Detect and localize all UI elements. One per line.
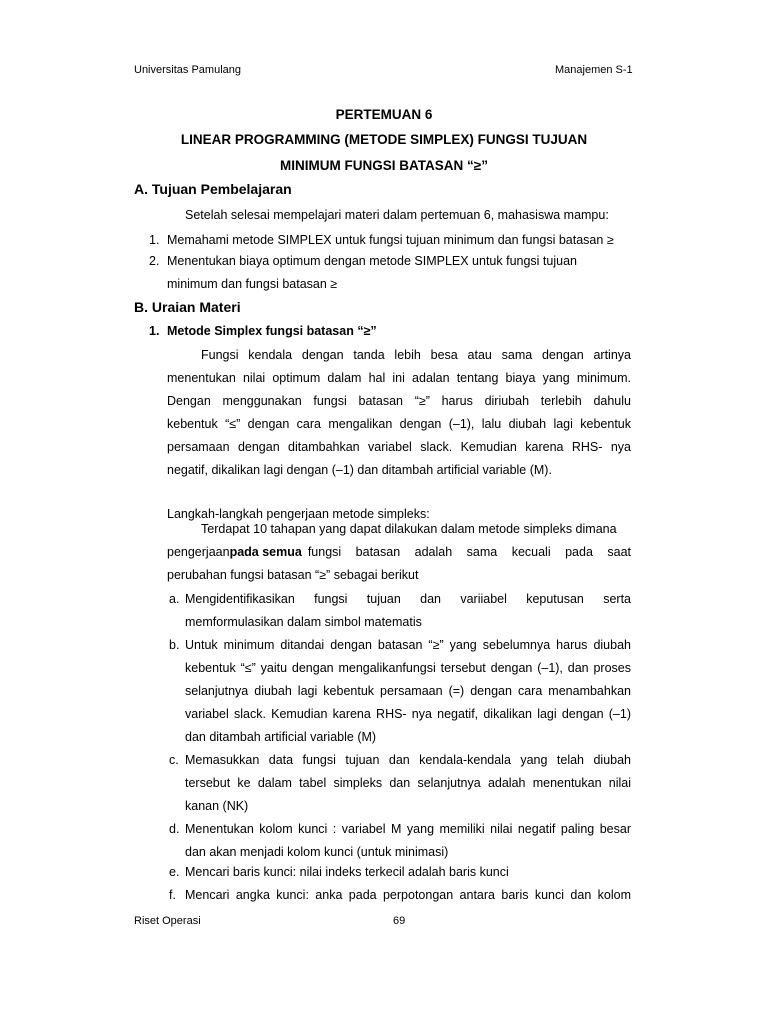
step-d-line-2: dan akan menjadi kolom kunci (untuk minimasi) bbox=[185, 845, 449, 859]
step-f-line-1: Mencari angka kunci: anka pada perpotongan antara baris kunci dan kolom bbox=[185, 888, 631, 902]
header-left: Universitas Pamulang bbox=[134, 64, 241, 76]
title-line-3: MINIMUM FUNGSI BATASAN “≥” bbox=[280, 158, 488, 173]
steps-para-line-2-bold: pada semua bbox=[229, 545, 302, 559]
subsection-1-para-line-3: Dengan menggunakan fungsi batasan “≥” harus diriubah terlebih dahulu bbox=[167, 394, 631, 408]
step-c-line-3: kanan (NK) bbox=[185, 799, 249, 813]
section-b-heading: B. Uraian Materi bbox=[134, 299, 241, 315]
step-a-label: a. bbox=[169, 592, 180, 606]
page-number: 69 bbox=[393, 915, 406, 927]
subsection-1-number: 1. bbox=[149, 324, 160, 338]
subsection-1-para-line-5: persamaan dengan ditambahkan variabel slack. Kemudian karena RHS- nya bbox=[167, 440, 631, 454]
step-b-line-5: dan ditambah artificial variable (M) bbox=[185, 730, 377, 744]
step-b-line-3: selanjutnya diubah lagi kebentuk persamaan (=) dengan cara menambahkan bbox=[185, 684, 631, 698]
step-e-line-1: Mencari baris kunci: nilai indeks terkecil adalah baris kunci bbox=[185, 865, 509, 879]
steps-para-line-1: Terdapat 10 tahapan yang dapat dilakukan dalam metode simpleks dimana bbox=[201, 522, 617, 536]
section-a-intro: Setelah selesai mempelajari materi dalam pertemuan 6, mahasiswa mampu: bbox=[185, 208, 609, 222]
footer-left: Riset Operasi bbox=[134, 915, 201, 927]
step-a-line-2: memformulasikan dalam simbol matematis bbox=[185, 615, 422, 629]
objective-1-line-1: Memahami metode SIMPLEX untuk fungsi tujuan minimum dan fungsi batasan ≥ bbox=[167, 233, 614, 247]
steps-para-line-2-pre: pengerjaan bbox=[167, 545, 230, 559]
objective-2-line-2: minimum dan fungsi batasan ≥ bbox=[167, 277, 338, 291]
step-c-label: c. bbox=[169, 753, 179, 767]
step-d-label: d. bbox=[169, 822, 180, 836]
step-c-line-1: Memasukkan data fungsi tujuan dan kendala-kendala yang telah diubah bbox=[185, 753, 631, 767]
objective-2-line-1: Menentukan biaya optimum dengan metode SIMPLEX untuk fungsi tujuan bbox=[167, 254, 577, 268]
objective-1-number: 1. bbox=[149, 233, 160, 247]
objective-2-number: 2. bbox=[149, 254, 160, 268]
subsection-1-title: Metode Simplex fungsi batasan “≥” bbox=[167, 324, 377, 338]
step-b-label: b. bbox=[169, 638, 180, 652]
steps-para-line-2-post: fungsi batasan adalah sama kecuali pada saat bbox=[307, 545, 631, 559]
step-e-label: e. bbox=[169, 865, 180, 879]
steps-intro: Langkah-langkah pengerjaan metode simpleks: bbox=[167, 507, 430, 521]
subsection-1-para-line-1: Fungsi kendala dengan tanda lebih besa atau sama dengan artinya bbox=[201, 348, 631, 362]
steps-para-line-3: perubahan fungsi batasan “≥” sebagai berikut bbox=[167, 568, 419, 582]
title-line-1: PERTEMUAN 6 bbox=[335, 107, 433, 122]
step-d-line-1: Menentukan kolom kunci : variabel M yang memiliki nilai negatif paling besar bbox=[185, 822, 631, 836]
step-b-line-1: Untuk minimum ditandai dengan batasan “≥” yang sebelumnya harus diubah bbox=[185, 638, 631, 652]
subsection-1-para-line-6: negatif, dikalikan lagi dengan (–1) dan ditambah artificial variable (M). bbox=[167, 463, 552, 477]
title-line-2: LINEAR PROGRAMMING (METODE SIMPLEX) FUNGSI TUJUAN bbox=[180, 132, 588, 147]
header-right: Manajemen S-1 bbox=[555, 64, 633, 76]
step-a-line-1: Mengidentifikasikan fungsi tujuan dan variiabel keputusan serta bbox=[185, 592, 631, 606]
steps-para-line-2 bbox=[167, 545, 631, 559]
step-b-line-4: variabel slack. Kemudian karena RHS- nya negatif, dikalikan lagi dengan (–1) bbox=[185, 707, 631, 721]
section-a-heading: A. Tujuan Pembelajaran bbox=[134, 181, 292, 197]
subsection-1-para-line-2: menentukan nilai optimum dalam hal ini adalan tentang biaya yang minimum. bbox=[167, 371, 631, 385]
step-f-label: f. bbox=[169, 888, 176, 902]
subsection-1-para-line-4: kebentuk “≤” dengan cara mengalikan dengan (–1), lalu diubah lagi kebentuk bbox=[167, 417, 631, 431]
step-c-line-2: tersebut ke dalam tabel simpleks dan selanjutnya adalah menentukan nilai bbox=[185, 776, 631, 790]
step-b-line-2: kebentuk “≤” yaitu dengan mengalikanfungsi tersebut dengan (–1), dan proses bbox=[185, 661, 631, 675]
